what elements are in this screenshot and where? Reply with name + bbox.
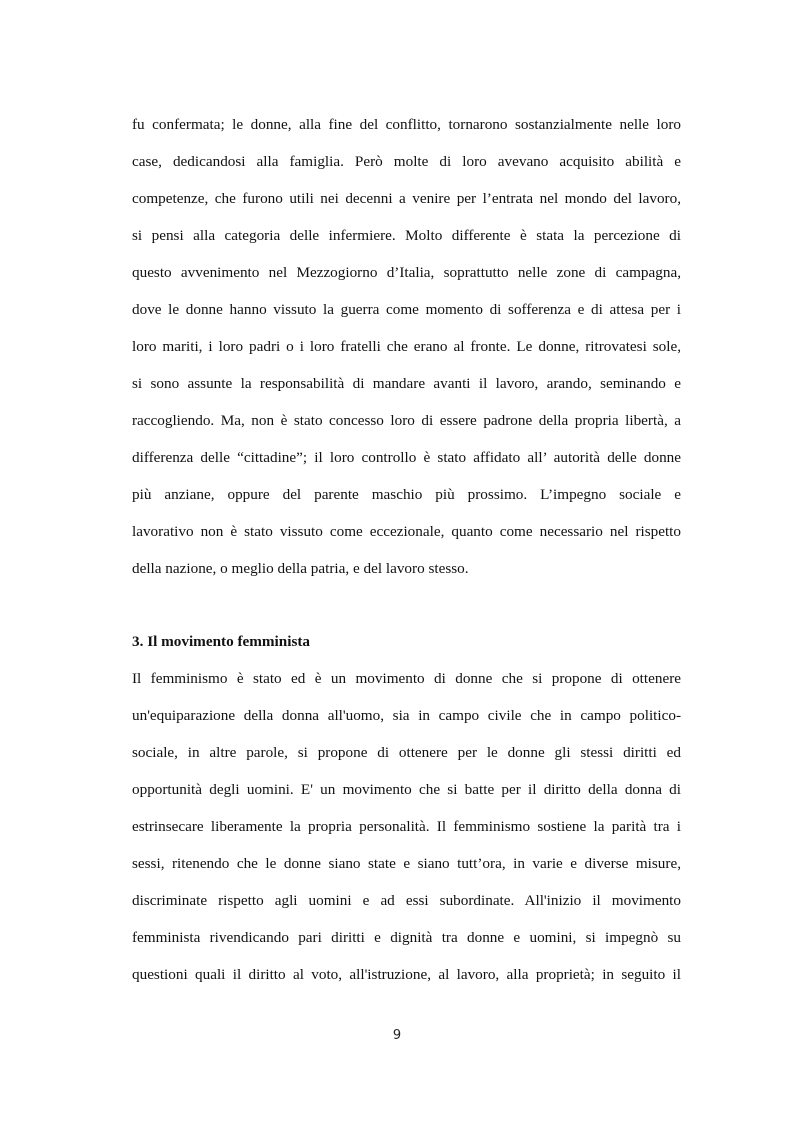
text-line: un'equiparazione della donna all'uomo, sia in campo civile che in campo politico- xyxy=(132,707,681,724)
text-line: case, dedicandosi alla famiglia. Però molte di loro avevano acquisito abilità e xyxy=(132,153,681,170)
text-line: dove le donne hanno vissuto la guerra come momento di sofferenza e di attesa per i xyxy=(132,301,681,318)
text-line: opportunità degli uomini. E' un movimento che si batte per il diritto della donna di xyxy=(132,781,681,798)
text-line: raccogliendo. Ma, non è stato concesso loro di essere padrone della propria libertà, a xyxy=(132,412,681,429)
text-line: lavorativo non è stato vissuto come eccezionale, quanto come necessario nel rispetto xyxy=(132,523,681,540)
text-line: della nazione, o meglio della patria, e del lavoro stesso. xyxy=(132,560,469,577)
paragraph-feminism xyxy=(132,660,681,993)
text-line: sessi, ritenendo che le donne siano state e siano tutt’ora, in varie e diverse misure, xyxy=(132,855,681,872)
text-line: questioni quali il diritto al voto, all'istruzione, al lavoro, alla proprietà; in seguito il xyxy=(132,966,681,983)
text-line: competenze, che furono utili nei decenni a venire per l’entrata nel mondo del lavoro, xyxy=(132,190,681,207)
section-heading: 3. Il movimento femminista xyxy=(132,633,311,650)
text-line: si sono assunte la responsabilità di mandare avanti il lavoro, arando, seminando e xyxy=(132,375,681,392)
text-line: fu confermata; le donne, alla fine del conflitto, tornarono sostanzialmente nelle loro xyxy=(132,116,681,133)
text-line: discriminate rispetto agli uomini e ad essi subordinate. All'inizio il movimento xyxy=(132,892,681,909)
text-line: Il femminismo è stato ed è un movimento di donne che si propone di ottenere xyxy=(132,670,681,687)
text-line: femminista rivendicando pari diritti e dignità tra donne e uomini, si impegnò su xyxy=(132,929,681,946)
text-line: si pensi alla categoria delle infermiere. Molto differente è stata la percezione di xyxy=(132,227,681,244)
text-line: loro mariti, i loro padri o i loro fratelli che erano al fronte. Le donne, ritrovatesi sole, xyxy=(132,338,681,355)
text-line: estrinsecare liberamente la propria personalità. Il femminismo sostiene la parità tra i xyxy=(132,818,681,835)
paragraph-spacer xyxy=(132,587,681,623)
text-line: sociale, in altre parole, si propone di ottenere per le donne gli stessi diritti ed xyxy=(132,744,681,761)
document-page xyxy=(132,106,681,993)
text-line: differenza delle “cittadine”; il loro controllo è stato affidato all’ autorità delle donne xyxy=(132,449,681,466)
paragraph-war-aftermath xyxy=(132,106,681,587)
page-number: 9 xyxy=(392,1028,402,1043)
text-line: questo avvenimento nel Mezzogiorno d’Italia, soprattutto nelle zone di campagna, xyxy=(132,264,681,281)
text-line: più anziane, oppure del parente maschio più prossimo. L’impegno sociale e xyxy=(132,486,681,503)
